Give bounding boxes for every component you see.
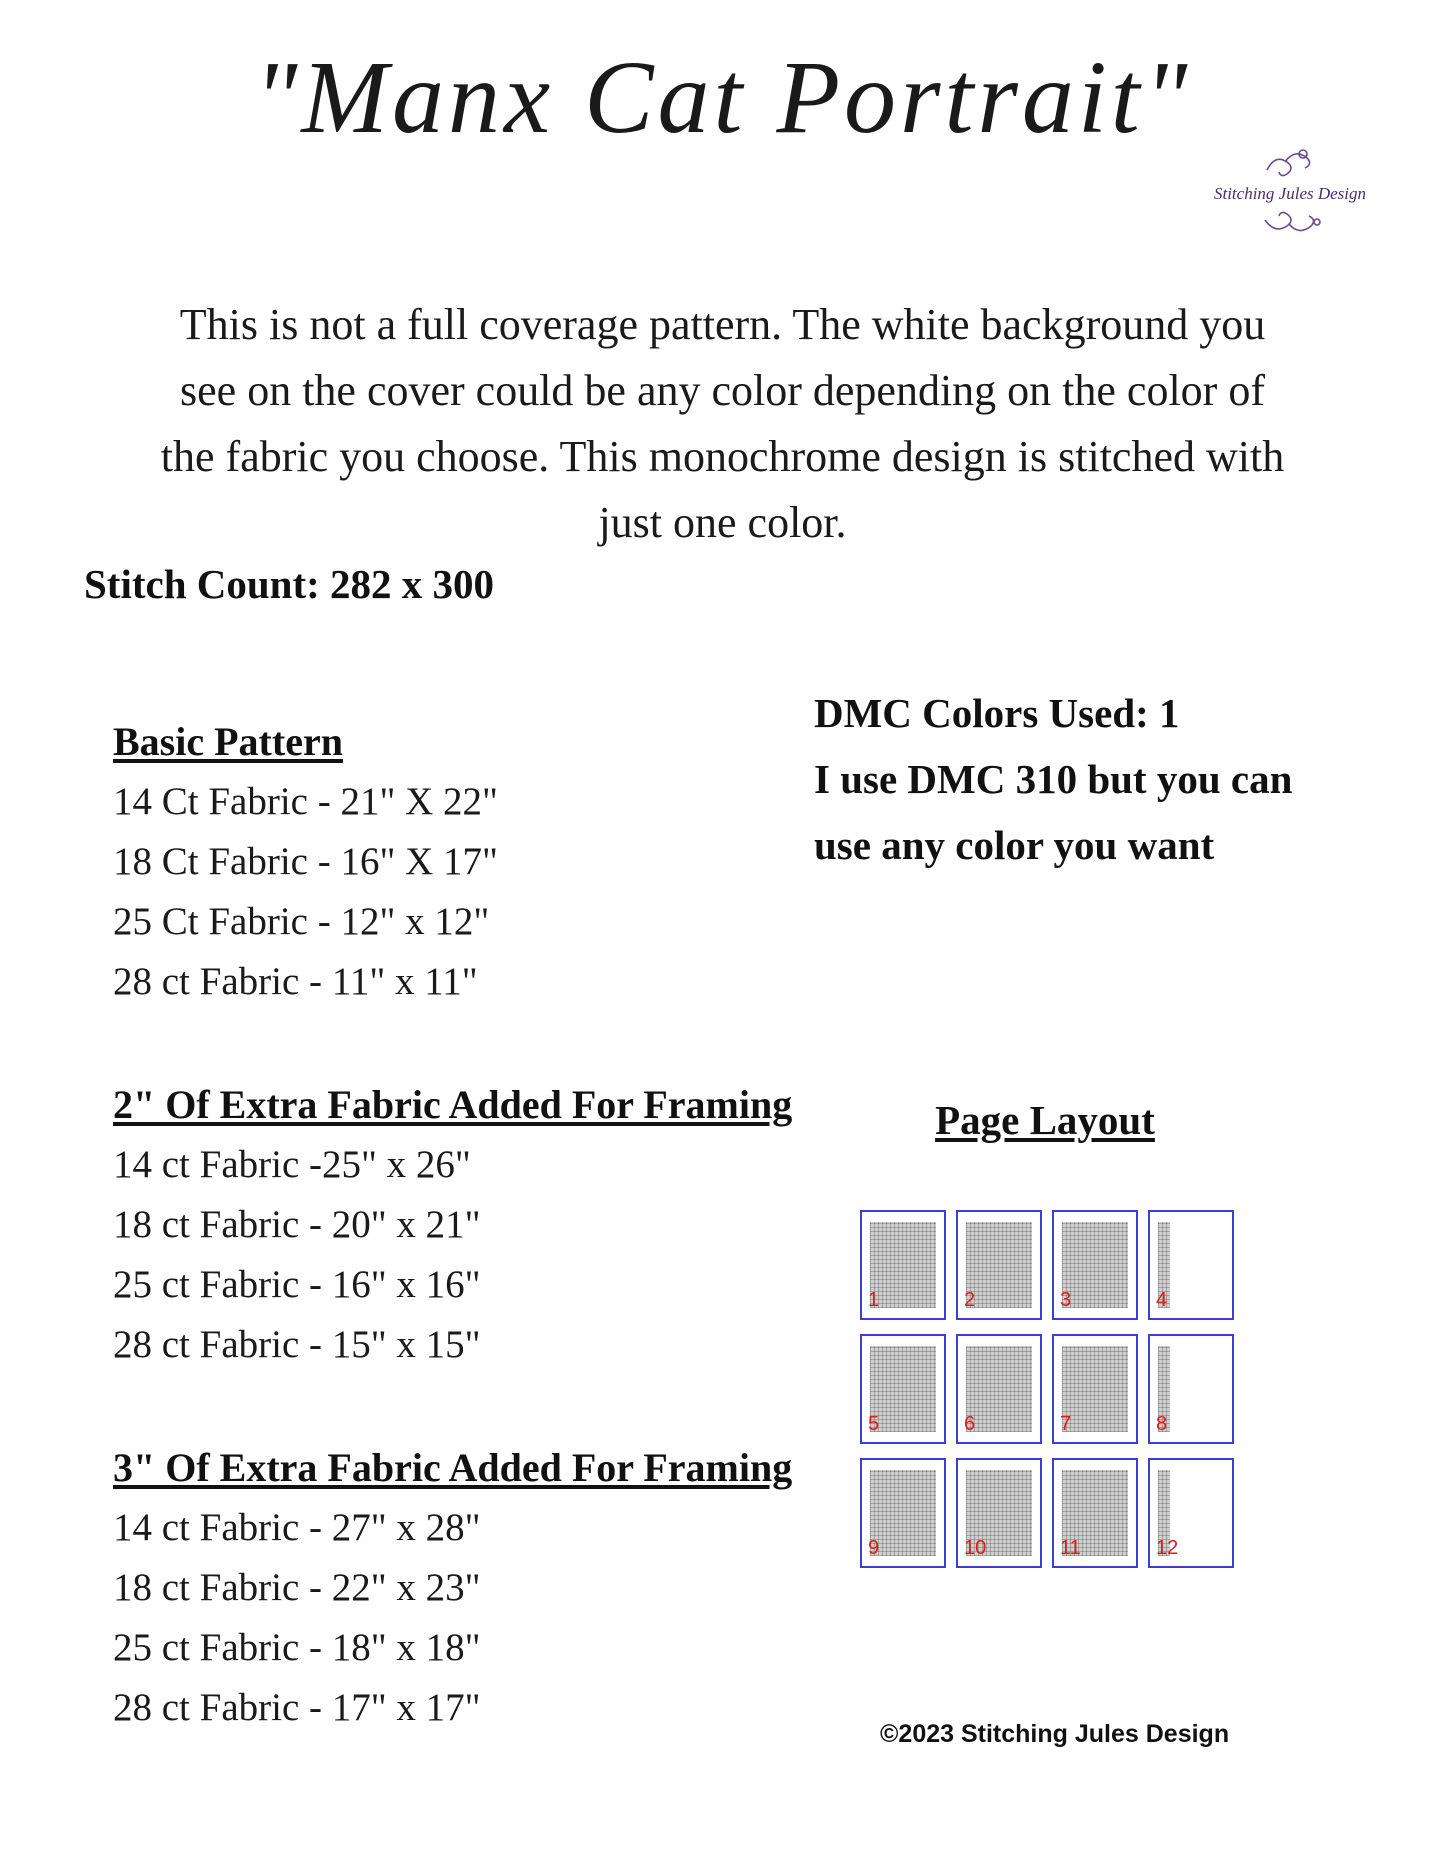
page-number: 8 bbox=[1156, 1413, 1168, 1435]
page-title: "Manx Cat Portrait" bbox=[253, 40, 1192, 155]
dmc-colors-block bbox=[814, 680, 1292, 878]
page-number: 11 bbox=[1060, 1537, 1081, 1559]
extra-2-section bbox=[113, 1075, 792, 1375]
page-layout-grid bbox=[860, 1210, 1236, 1574]
brand-logo bbox=[1205, 140, 1375, 250]
copyright-notice: ©2023 Stitching Jules Design bbox=[880, 1720, 1230, 1748]
page-thumbnail bbox=[1148, 1210, 1234, 1320]
page-thumbnail bbox=[1052, 1210, 1138, 1320]
page-thumbnail bbox=[860, 1458, 946, 1568]
page-thumbnail bbox=[956, 1458, 1042, 1568]
extra-3-heading: 3" Of Extra Fabric Added For Framing bbox=[113, 1445, 793, 1490]
fabric-size-row: 28 ct Fabric - 11" x 11" bbox=[113, 960, 478, 1003]
basic-pattern-section bbox=[113, 712, 498, 1012]
fabric-size-row: 14 Ct Fabric - 21" X 22" bbox=[113, 780, 498, 823]
fabric-size-row: 25 ct Fabric - 18" x 18" bbox=[113, 1626, 481, 1669]
fabric-size-row: 18 ct Fabric - 22" x 23" bbox=[113, 1566, 481, 1609]
page-thumbnail bbox=[956, 1334, 1042, 1444]
fabric-size-row: 18 ct Fabric - 20" x 21" bbox=[113, 1203, 481, 1246]
fabric-size-row: 28 ct Fabric - 17" x 17" bbox=[113, 1686, 481, 1729]
page-number: 3 bbox=[1060, 1289, 1072, 1311]
page-number: 1 bbox=[868, 1289, 880, 1311]
page-number: 10 bbox=[964, 1537, 987, 1559]
extra-3-section bbox=[113, 1438, 792, 1738]
fabric-size-row: 14 ct Fabric -25" x 26" bbox=[113, 1143, 471, 1186]
stitch-count: Stitch Count: 282 x 300 bbox=[84, 561, 495, 607]
page-thumbnail bbox=[860, 1334, 946, 1444]
page-thumbnail bbox=[1052, 1458, 1138, 1568]
fabric-size-row: 25 ct Fabric - 16" x 16" bbox=[113, 1263, 481, 1306]
logo-text: Stitching Jules Design bbox=[1213, 184, 1367, 203]
fabric-size-row: 14 ct Fabric - 27" x 28" bbox=[113, 1506, 481, 1549]
dmc-colors-count: DMC Colors Used: 1 bbox=[814, 690, 1180, 736]
page-thumbnail bbox=[1148, 1334, 1234, 1444]
page-number: 12 bbox=[1156, 1537, 1179, 1559]
page-number: 4 bbox=[1156, 1289, 1168, 1311]
basic-pattern-heading: Basic Pattern bbox=[113, 719, 343, 764]
page-thumbnail bbox=[860, 1210, 946, 1320]
page-layout-heading: Page Layout bbox=[935, 1097, 1155, 1143]
page-number: 6 bbox=[964, 1413, 976, 1435]
extra-2-heading: 2" Of Extra Fabric Added For Framing bbox=[113, 1082, 793, 1127]
page-number: 5 bbox=[868, 1413, 880, 1435]
page-thumbnail bbox=[956, 1210, 1042, 1320]
intro-paragraph: This is not a full coverage pattern. The white background you see on the cover could be any color depending on the color of the fabric you choose. This monochrome design is stitched with just one color. bbox=[160, 300, 1285, 547]
fabric-size-row: 25 Ct Fabric - 12" x 12" bbox=[113, 900, 490, 943]
page-thumbnail bbox=[1052, 1334, 1138, 1444]
page-number: 2 bbox=[964, 1289, 976, 1311]
fabric-size-row: 28 ct Fabric - 15" x 15" bbox=[113, 1323, 481, 1366]
page-thumbnail bbox=[1148, 1458, 1234, 1568]
fabric-size-row: 18 Ct Fabric - 16" X 17" bbox=[113, 840, 498, 883]
page-number: 7 bbox=[1060, 1413, 1072, 1435]
page-number: 9 bbox=[868, 1537, 880, 1559]
dmc-colors-note: use any color you want bbox=[814, 822, 1215, 868]
dmc-colors-note: I use DMC 310 but you can bbox=[814, 756, 1293, 802]
